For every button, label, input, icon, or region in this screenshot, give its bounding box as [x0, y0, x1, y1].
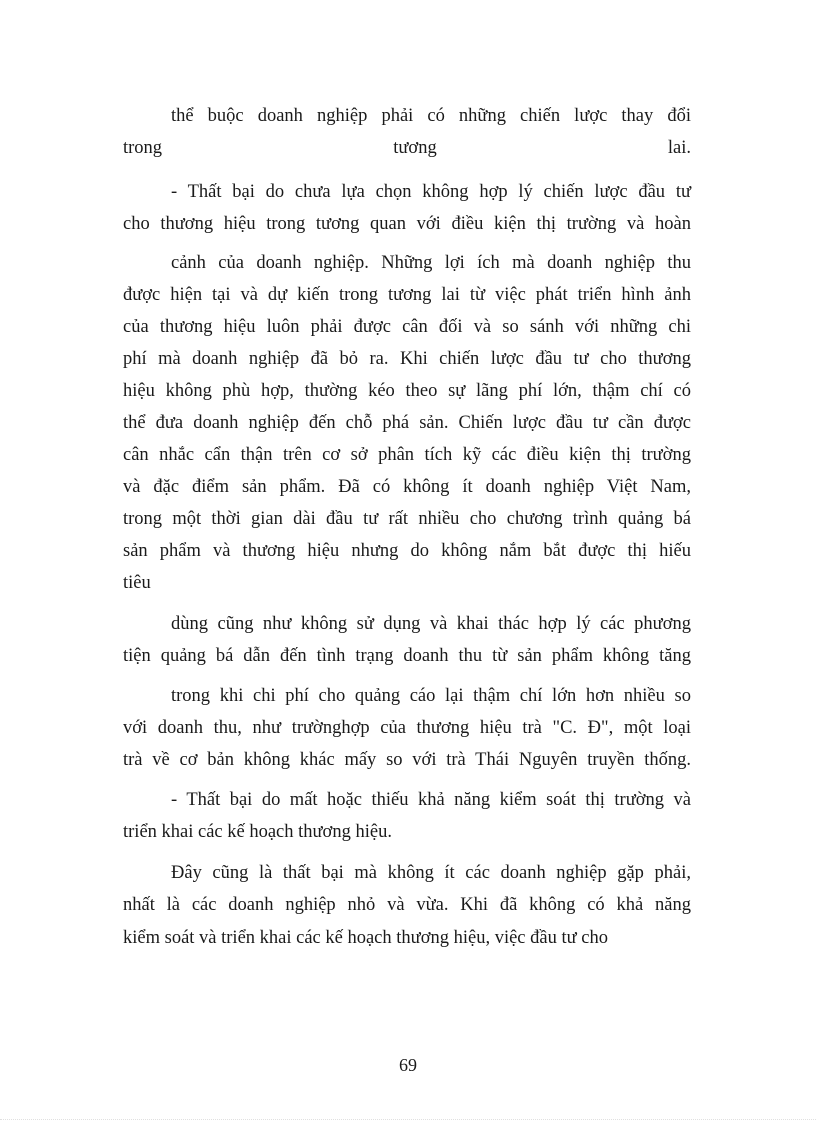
text-line: kiểm soát và triển khai các kế hoạch thương hiệu, việc đầu tư cho: [123, 928, 608, 948]
text-line: cảnh của doanh nghiệp. Những lợi ích mà doanh nghiệp thu: [171, 253, 691, 273]
text-line: với doanh thu, như trườnghợp của thương hiệu trà "C. Đ", một loại: [123, 718, 691, 738]
text-line: sản phẩm và thương hiệu nhưng do không nắm bắt được thị hiếu: [123, 541, 691, 561]
text-line: được hiện tại và dự kiến trong tương lai từ việc phát triển hình ảnh: [123, 285, 691, 305]
text-line: - Thất bại do mất hoặc thiếu khả năng kiểm soát thị trường và: [171, 790, 691, 810]
text-line: tiêu: [123, 573, 151, 593]
page-number: 69: [399, 1055, 417, 1075]
text-line: tiện quảng bá dẫn đến tình trạng doanh thu từ sản phẩm không tăng: [123, 646, 691, 666]
text-line: trong tương lai.: [123, 138, 691, 158]
text-line: trong khi chi phí cho quảng cáo lại thậm chí lớn hơn nhiều so: [171, 686, 691, 706]
text-line: triển khai các kế hoạch thương hiệu.: [123, 822, 392, 842]
text-line: dùng cũng như không sử dụng và khai thác hợp lý các phương: [171, 614, 691, 634]
text-line: của thương hiệu luôn phải được cân đối và so sánh với những chi: [123, 317, 691, 337]
text-line: phí mà doanh nghiệp đã bỏ ra. Khi chiến lược đầu tư cho thương: [123, 349, 691, 369]
text-line: trà về cơ bản không khác mấy so với trà Thái Nguyên truyền thống.: [123, 750, 691, 770]
text-line: trong một thời gian dài đầu tư rất nhiều cho chương trình quảng bá: [123, 509, 691, 529]
text-line: hiệu không phù hợp, thường kéo theo sự lãng phí lớn, thậm chí có: [123, 381, 691, 401]
text-line: thể buộc doanh nghiệp phải có những chiến lược thay đổi: [171, 106, 691, 126]
text-line: cho thương hiệu trong tương quan với điều kiện thị trường và hoàn: [123, 214, 691, 234]
text-line: và đặc điểm sản phẩm. Đã có không ít doanh nghiệp Việt Nam,: [123, 477, 691, 497]
text-line: thể đưa doanh nghiệp đến chỗ phá sản. Chiến lược đầu tư cần được: [123, 413, 691, 433]
text-line: Đây cũng là thất bại mà không ít các doanh nghiệp gặp phải,: [171, 863, 691, 883]
text-line: nhất là các doanh nghiệp nhỏ và vừa. Khi đã không có khả năng: [123, 895, 691, 915]
footer-divider: [0, 1119, 816, 1120]
text-line: - Thất bại do chưa lựa chọn không hợp lý chiến lược đầu tư: [171, 182, 691, 202]
text-line: cân nhắc cẩn thận trên cơ sở phân tích kỹ các điều kiện thị trường: [123, 445, 691, 465]
